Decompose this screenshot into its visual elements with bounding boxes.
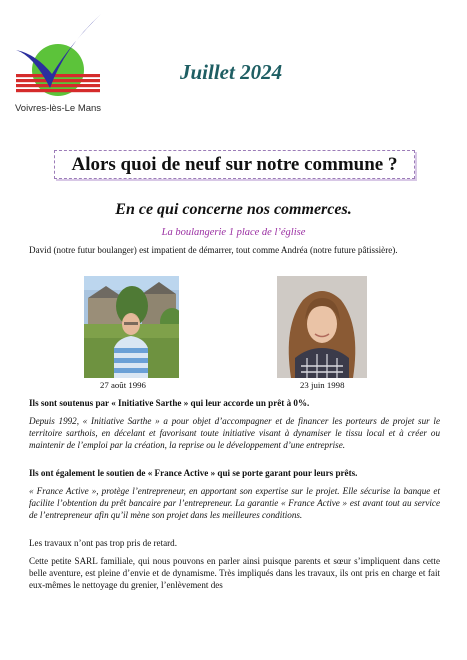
- paragraph-initiative-sarthe: Ils sont soutenus par « Initiative Sarthe » qui leur accorde un prêt à 0%.: [29, 398, 310, 408]
- headline-banner: [54, 150, 415, 179]
- intro-paragraph: David (notre futur boulanger) est impatient de démarrer, tout comme Andréa (notre future pâtissière).: [29, 245, 398, 255]
- paragraph-initiative-description: Depuis 1992, « Initiative Sarthe » a pour objet d’accompagner et de financer les porteurs de projet sur le territoire sarthois, en décelant et favorisant toute initiative visant à dynamiser le tissu local et à créer ou maintenir de l’emploi par la création, la reprise ou le développement d’une entreprise.: [29, 416, 440, 451]
- issue-date: Juillet 2024: [180, 60, 283, 84]
- section-subheading: La boulangerie 1 place de l’église: [161, 227, 306, 238]
- paragraph-france-active: Ils ont également le soutien de « France Active » qui se porte garant pour leurs prêts.: [29, 468, 358, 478]
- photo-caption-david: 27 août 1996: [100, 380, 146, 390]
- paragraph-france-active-description: « France Active », protège l’entrepreneur, en apportant son expertise sur le projet. Elle sécurise la banque et facilite l’obtention du prêt bancaire par l’entrepreneur. La garantie « France Active » est avant tout au service de l’entrepreneur afin qu’il mène son projet dans les meilleures conditions.: [29, 486, 440, 521]
- paragraph-works: Les travaux n’ont pas trop pris de retard.: [29, 538, 177, 548]
- checkmark-logo-icon: [12, 12, 104, 100]
- photo-david: [84, 276, 179, 378]
- section-heading: En ce qui concerne nos commerces.: [115, 201, 352, 218]
- photo-caption-andrea: 23 juin 1998: [300, 380, 345, 390]
- banner-title: Alors quoi de neuf sur notre commune ?: [71, 153, 398, 175]
- paragraph-family-sarl: Cette petite SARL familiale, qui nous pouvons en parler ainsi puisque parents et sœur s’impliquent dans cette belle aventure, est pleine d’envie et de dynamisme. Très impliqués dans les travaux, ils ont pris en charge et fait eux-mêmes le nettoyage du grenier, l’enlèvement des: [29, 556, 440, 591]
- photo-andrea: [277, 276, 367, 378]
- logo-town-name: Voivres-lès-Le Mans: [15, 103, 102, 114]
